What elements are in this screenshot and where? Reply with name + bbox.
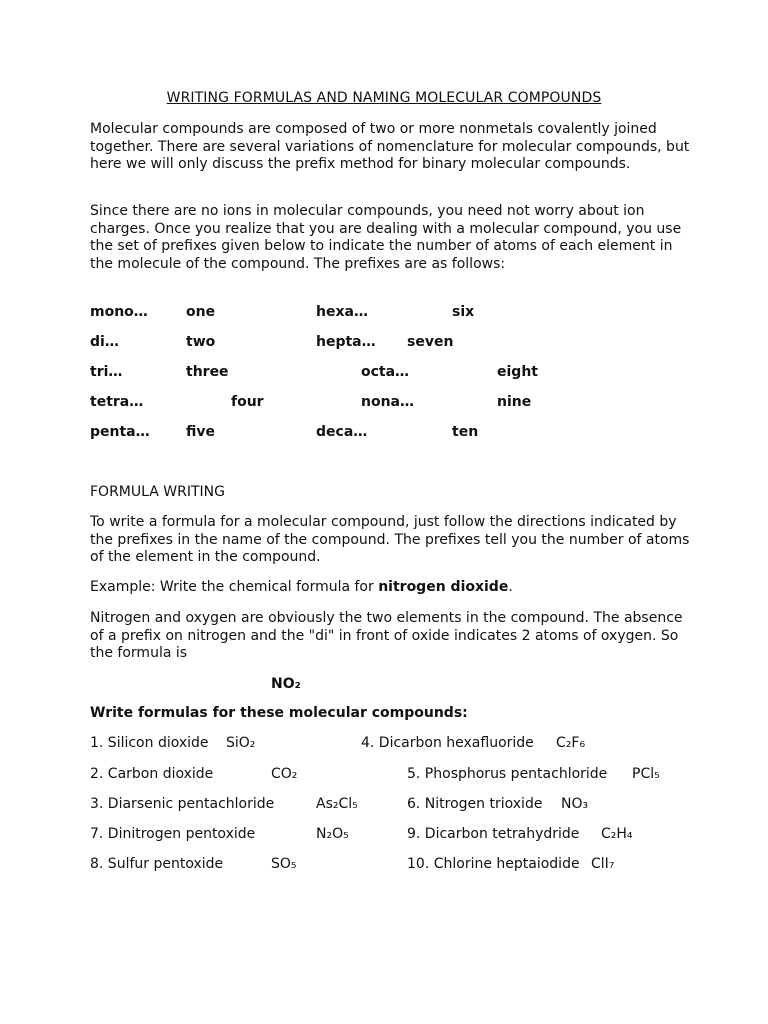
exercise-7-formula: N₂O₅ — [316, 826, 349, 842]
example-suffix: . — [508, 579, 513, 595]
prefix-hepta-meaning: seven — [407, 334, 454, 350]
formula-writing-paragraph: To write a formula for a molecular compound, just follow the directions indicated by the prefixes in the name of the compound. The prefixes tell you the number of atoms of the element in the compound. — [90, 514, 690, 565]
exercise-1-formula: SiO₂ — [226, 735, 256, 751]
formula-writing-heading: FORMULA WRITING — [90, 484, 225, 500]
exercise-4-name: 4. Dicarbon hexafluoride — [361, 735, 534, 751]
prefix-tri-meaning: three — [186, 364, 229, 380]
exercise-1-name: 1. Silicon dioxide — [90, 735, 209, 751]
prefix-di-meaning: two — [186, 334, 216, 350]
exercise-9-name: 9. Dicarbon tetrahydride — [407, 826, 580, 842]
exercise-6-formula: NO₃ — [561, 796, 589, 812]
prefix-octa: octa… — [361, 364, 410, 380]
exercise-heading: Write formulas for these molecular compounds: — [90, 705, 468, 721]
prefix-hexa-meaning: six — [452, 304, 475, 320]
exercise-7-name: 7. Dinitrogen pentoxide — [90, 826, 256, 842]
intro-paragraph-2: Since there are no ions in molecular compounds, you need not worry about ion charges. Once you realize that you are dealing with a molecular compound, you use the set of prefixes given below to indicate the number of atoms of each element in the molecule of the compound. The prefixes are as follows: — [90, 203, 682, 272]
exercise-5-formula: PCl₅ — [632, 766, 660, 782]
page-title: WRITING FORMULAS AND NAMING MOLECULAR COMPOUNDS — [166, 90, 602, 106]
intro-paragraph-1: Molecular compounds are composed of two or more nonmetals covalently joined together. There are several variations of nomenclature for molecular compounds, but here we will only discuss the prefix method for binary molecular compounds. — [90, 121, 690, 172]
prefix-mono: mono… — [90, 304, 148, 320]
example-prefix: Example: Write the chemical formula for — [90, 579, 379, 595]
exercise-9-formula: C₂H₄ — [601, 826, 633, 842]
prefix-octa-meaning: eight — [497, 364, 538, 380]
prefix-hepta: hepta… — [316, 334, 376, 350]
prefix-tetra-meaning: four — [231, 394, 264, 410]
example-compound: nitrogen dioxide — [378, 579, 509, 595]
prefix-mono-meaning: one — [186, 304, 216, 320]
exercise-3-name: 3. Diarsenic pentachloride — [90, 796, 275, 812]
prefix-deca: deca… — [316, 424, 368, 440]
prefix-di: di… — [90, 334, 119, 350]
example-explanation: Nitrogen and oxygen are obviously the two elements in the compound. The absence of a prefix on nitrogen and the "di" in front of oxide indicates 2 atoms of oxygen. So the formula is — [90, 610, 683, 661]
exercise-10-name: 10. Chlorine heptaiodide — [407, 856, 580, 872]
exercise-4-formula: C₂F₆ — [556, 735, 586, 751]
exercise-3-formula: As₂Cl₅ — [316, 796, 358, 812]
prefix-nona: nona… — [361, 394, 414, 410]
prefix-nona-meaning: nine — [497, 394, 532, 410]
exercise-10-formula: ClI₇ — [591, 856, 615, 872]
prefix-hexa: hexa… — [316, 304, 368, 320]
exercise-2-name: 2. Carbon dioxide — [90, 766, 214, 782]
prefix-tri: tri… — [90, 364, 123, 380]
exercise-8-name: 8. Sulfur pentoxide — [90, 856, 224, 872]
prefix-penta-meaning: five — [186, 424, 215, 440]
exercise-2-formula: CO₂ — [271, 766, 298, 782]
exercise-8-formula: SO₅ — [271, 856, 297, 872]
exercise-5-name: 5. Phosphorus pentachloride — [407, 766, 608, 782]
exercise-6-name: 6. Nitrogen trioxide — [407, 796, 543, 812]
prefix-penta: penta… — [90, 424, 150, 440]
example-line — [90, 579, 513, 595]
prefix-tetra: tetra… — [90, 394, 144, 410]
example-answer: NO₂ — [271, 676, 301, 692]
prefix-deca-meaning: ten — [452, 424, 479, 440]
